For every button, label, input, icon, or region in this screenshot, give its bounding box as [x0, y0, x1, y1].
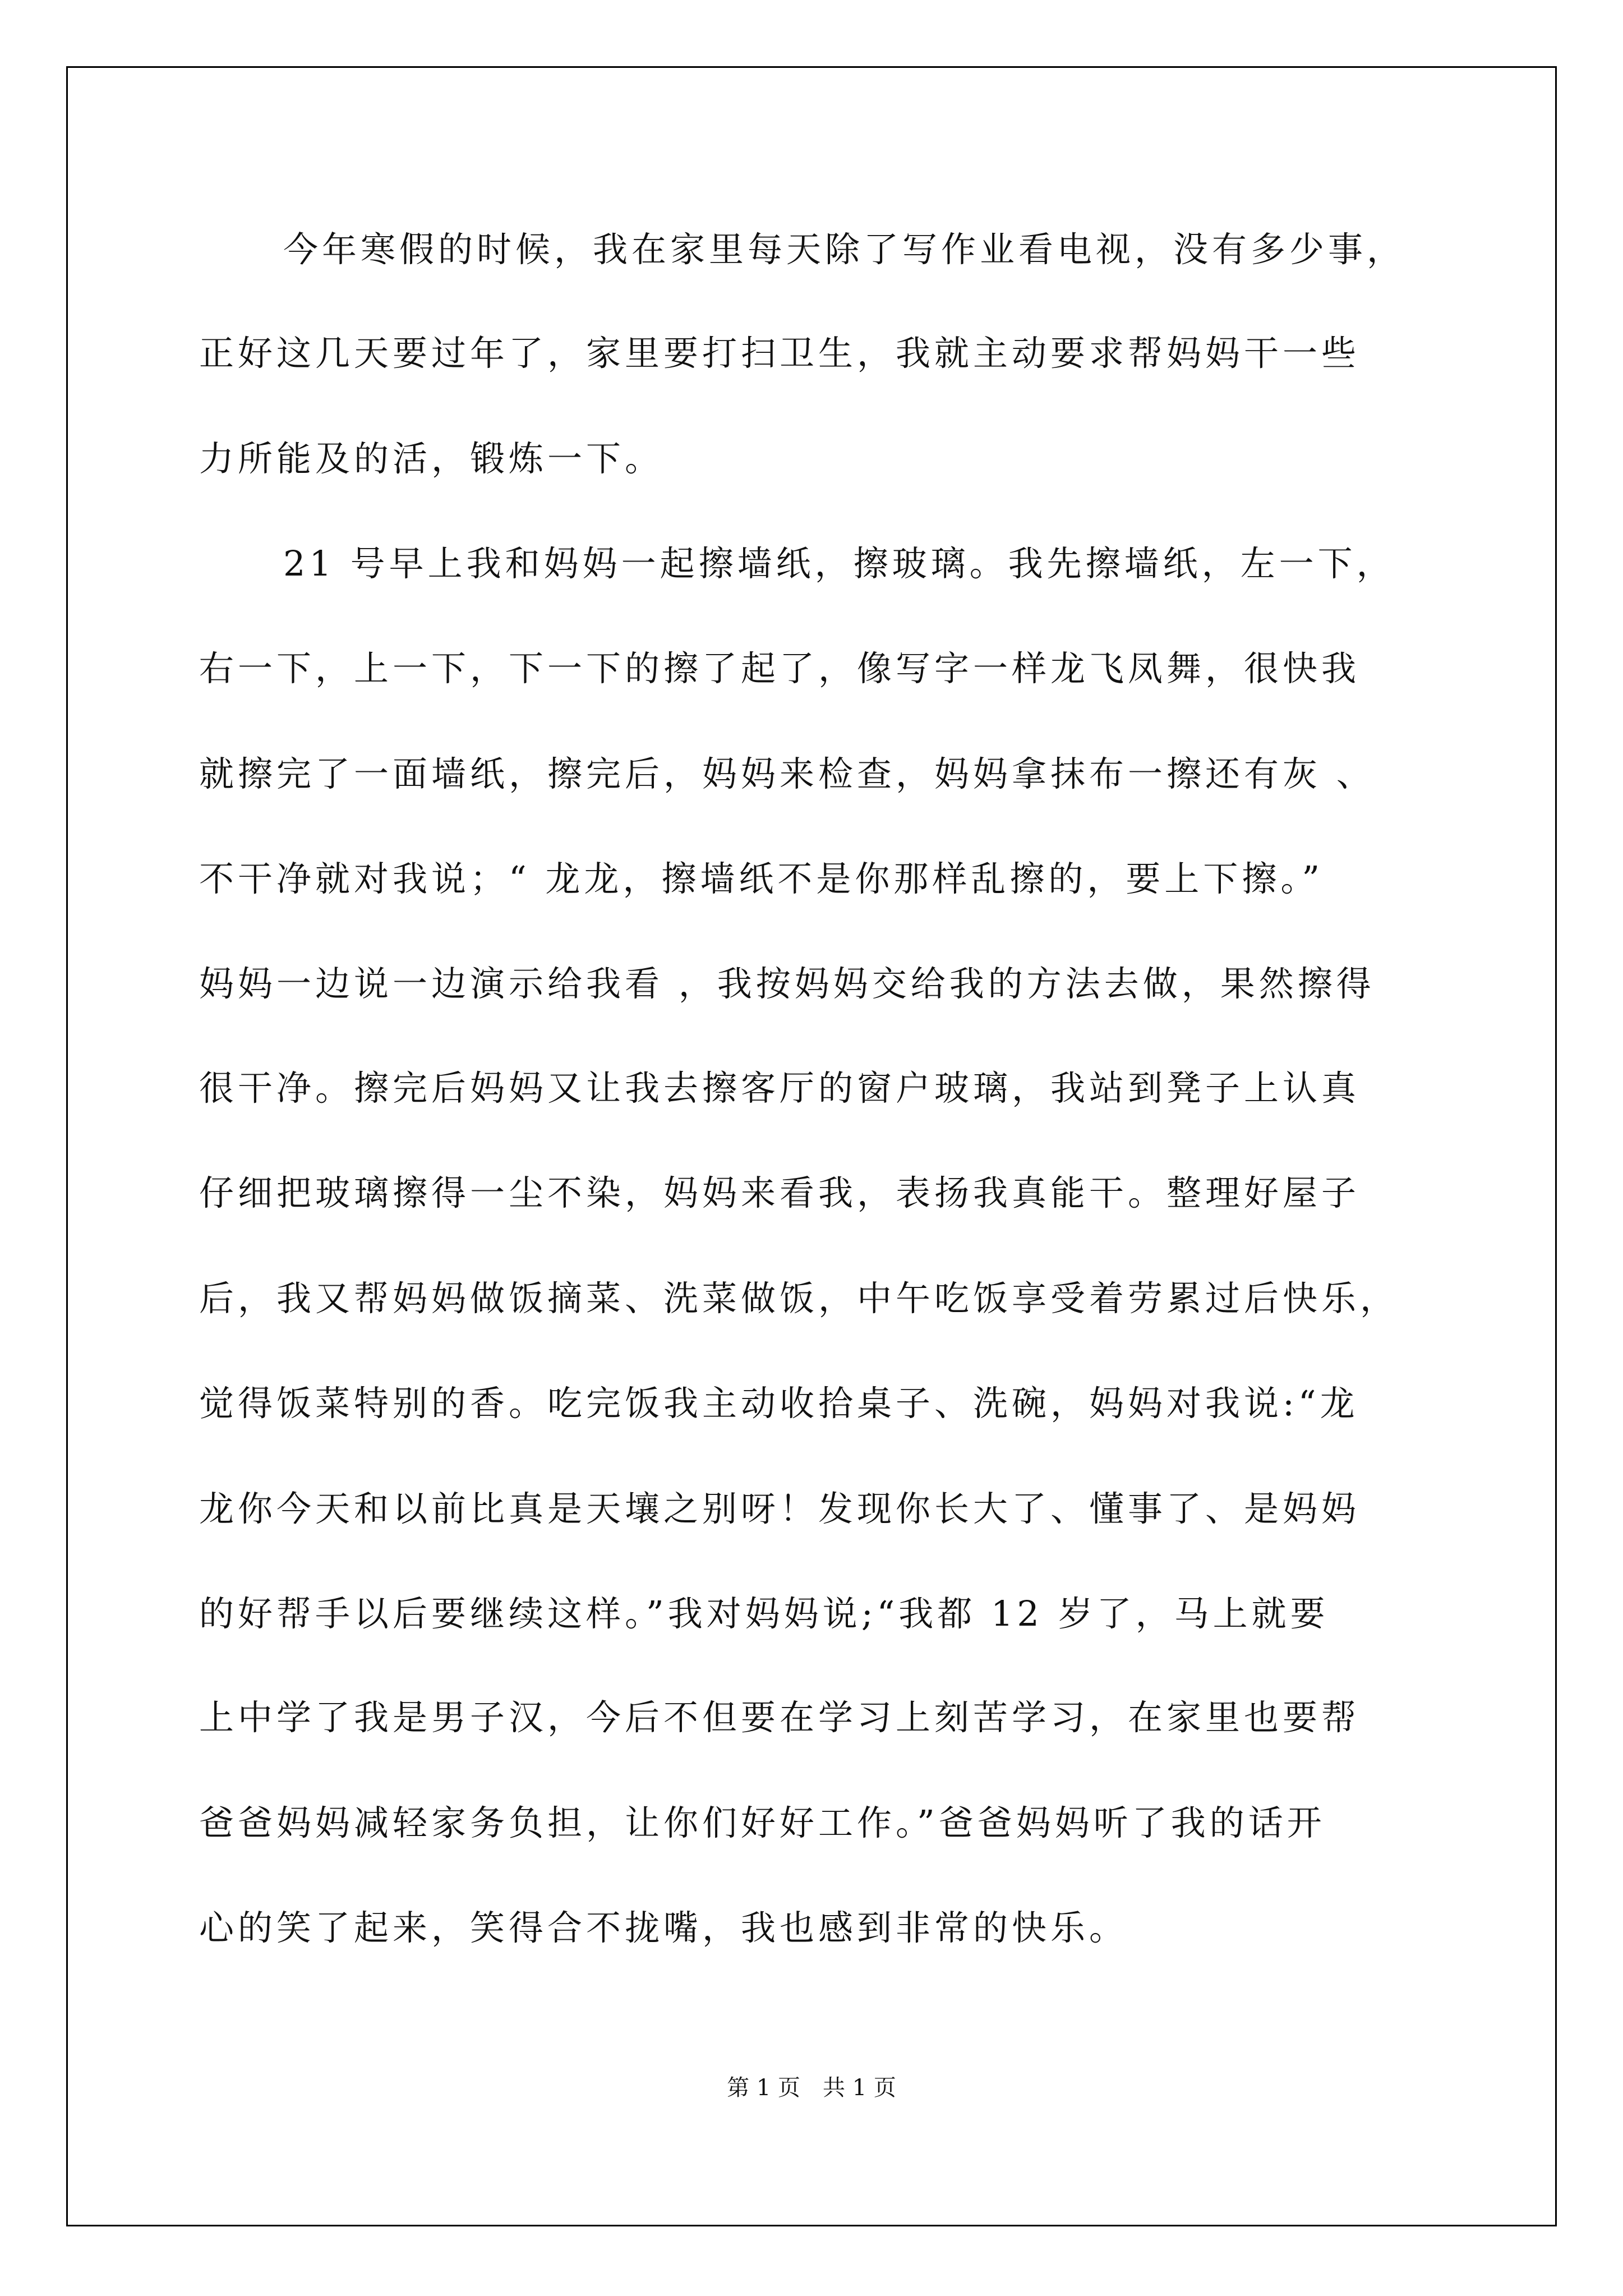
paragraph-1-line-1: 今年寒假的时候，我在家里每天除了写作业看电视，没有多少事，: [283, 229, 1406, 270]
paragraph-2-line-8: 后，我又帮妈妈做饭摘菜、洗菜做饭，中午吃饭享受着劳累过后快乐，: [199, 1278, 1399, 1319]
paragraph-2-line-12: 上中学了我是男子汉，今后不但要在学习上刻苦学习，在家里也要帮: [199, 1697, 1361, 1738]
page-number-footer: 第 1 页 共 1 页: [727, 2075, 896, 2101]
paragraph-2-line-13: 爸爸妈妈减轻家务负担，让你们好好工作。”爸爸妈妈听了我的话开: [199, 1802, 1326, 1843]
paragraph-2-line-2: 右一下，上一下，下一下的擦了起了，像写字一样龙飞凤舞，很快我: [199, 648, 1361, 689]
paragraph-2-line-11: 的好帮手以后要继续这样。”我对妈妈说;“我都 12 岁了，马上就要: [199, 1593, 1329, 1634]
paragraph-1-line-2: 正好这几天要过年了，家里要打扫卫生，我就主动要求帮妈妈干一些: [199, 333, 1361, 374]
page-border: [66, 66, 1557, 2226]
paragraph-1-line-3: 力所能及的活，锻炼一下。: [199, 438, 664, 479]
paragraph-2-line-14: 心的笑了起来，笑得合不拢嘴，我也感到非常的快乐。: [199, 1907, 1128, 1948]
paragraph-2-line-4: 不干净就对我说；“ 龙龙，擦墙纸不是你那样乱擦的，要上下擦。”: [199, 858, 1324, 899]
paragraph-2-line-7: 仔细把玻璃擦得一尘不染，妈妈来看我，表扬我真能干。整理好屋子: [199, 1172, 1361, 1213]
paragraph-2-line-5: 妈妈一边说一边演示给我看 ，我按妈妈交给我的方法去做，果然擦得: [199, 963, 1375, 1004]
paragraph-2-line-9: 觉得饭菜特别的香。吃完饭我主动收拾桌子、洗碗，妈妈对我说:“龙: [199, 1383, 1359, 1424]
paragraph-2-line-3: 就擦完了一面墙纸，擦完后，妈妈来检查，妈妈拿抹布一擦还有灰 、: [199, 753, 1375, 794]
paragraph-2-line-6: 很干净。擦完后妈妈又让我去擦客厅的窗户玻璃，我站到凳子上认真: [199, 1068, 1361, 1108]
paragraph-2-line-10: 龙你今天和以前比真是天壤之别呀！发现你长大了、懂事了、是妈妈: [199, 1488, 1361, 1529]
paragraph-2-line-1: 21 号早上我和妈妈一起擦墙纸，擦玻璃。我先擦墙纸，左一下，: [283, 543, 1395, 584]
